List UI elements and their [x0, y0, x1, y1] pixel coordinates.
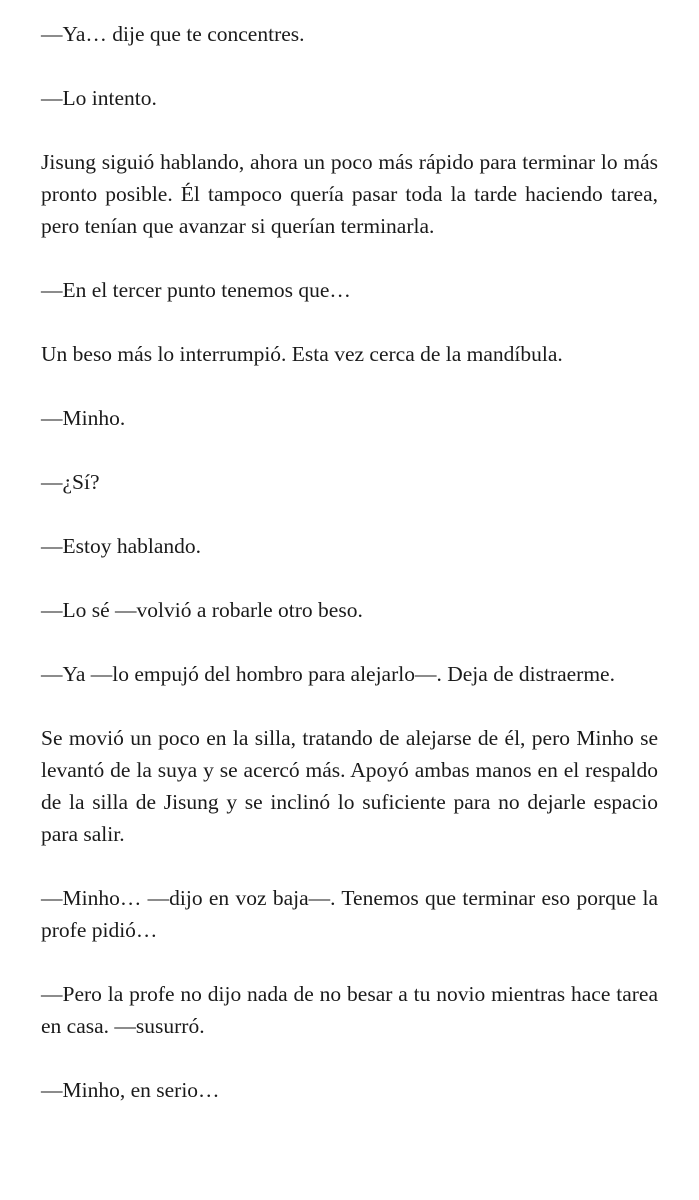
paragraph-4: —En el tercer punto tenemos que…: [41, 278, 351, 302]
paragraph-1: —Ya… dije que te concentres.: [41, 22, 305, 46]
paragraph-11: Se movió un poco en la silla, tratando de alejarse de él, pero Minho se levantó de la suya y se acercó más. Apoyó ambas manos en el respaldo de la silla de Jisung y se inclinó lo suficiente para no dejarle espacio para salir.: [41, 726, 658, 846]
paragraph-12: —Minho… —dijo en voz baja—. Tenemos que terminar eso porque la profe pidió…: [41, 886, 658, 942]
paragraph-5: Un beso más lo interrumpió. Esta vez cerca de la mandíbula.: [41, 342, 563, 366]
paragraph-8: —Estoy hablando.: [41, 534, 202, 558]
paragraph-13: —Pero la profe no dijo nada de no besar a tu novio mientras hace tarea en casa. —susurró.: [41, 982, 658, 1038]
paragraph-7: —¿Sí?: [41, 470, 100, 494]
paragraph-9: —Lo sé —volvió a robarle otro beso.: [41, 598, 363, 622]
paragraph-10: —Ya —lo empujó del hombro para alejarlo—. Deja de distraerme.: [41, 662, 615, 686]
paragraph-2: —Lo intento.: [41, 86, 157, 110]
paragraph-14: —Minho, en serio…: [41, 1078, 220, 1102]
paragraph-6: —Minho.: [41, 406, 126, 430]
paragraph-3: Jisung siguió hablando, ahora un poco más rápido para terminar lo más pronto posible. Él tampoco quería pasar toda la tarde haciendo tarea, pero tenían que avanzar si querían terminarla.: [41, 150, 658, 238]
